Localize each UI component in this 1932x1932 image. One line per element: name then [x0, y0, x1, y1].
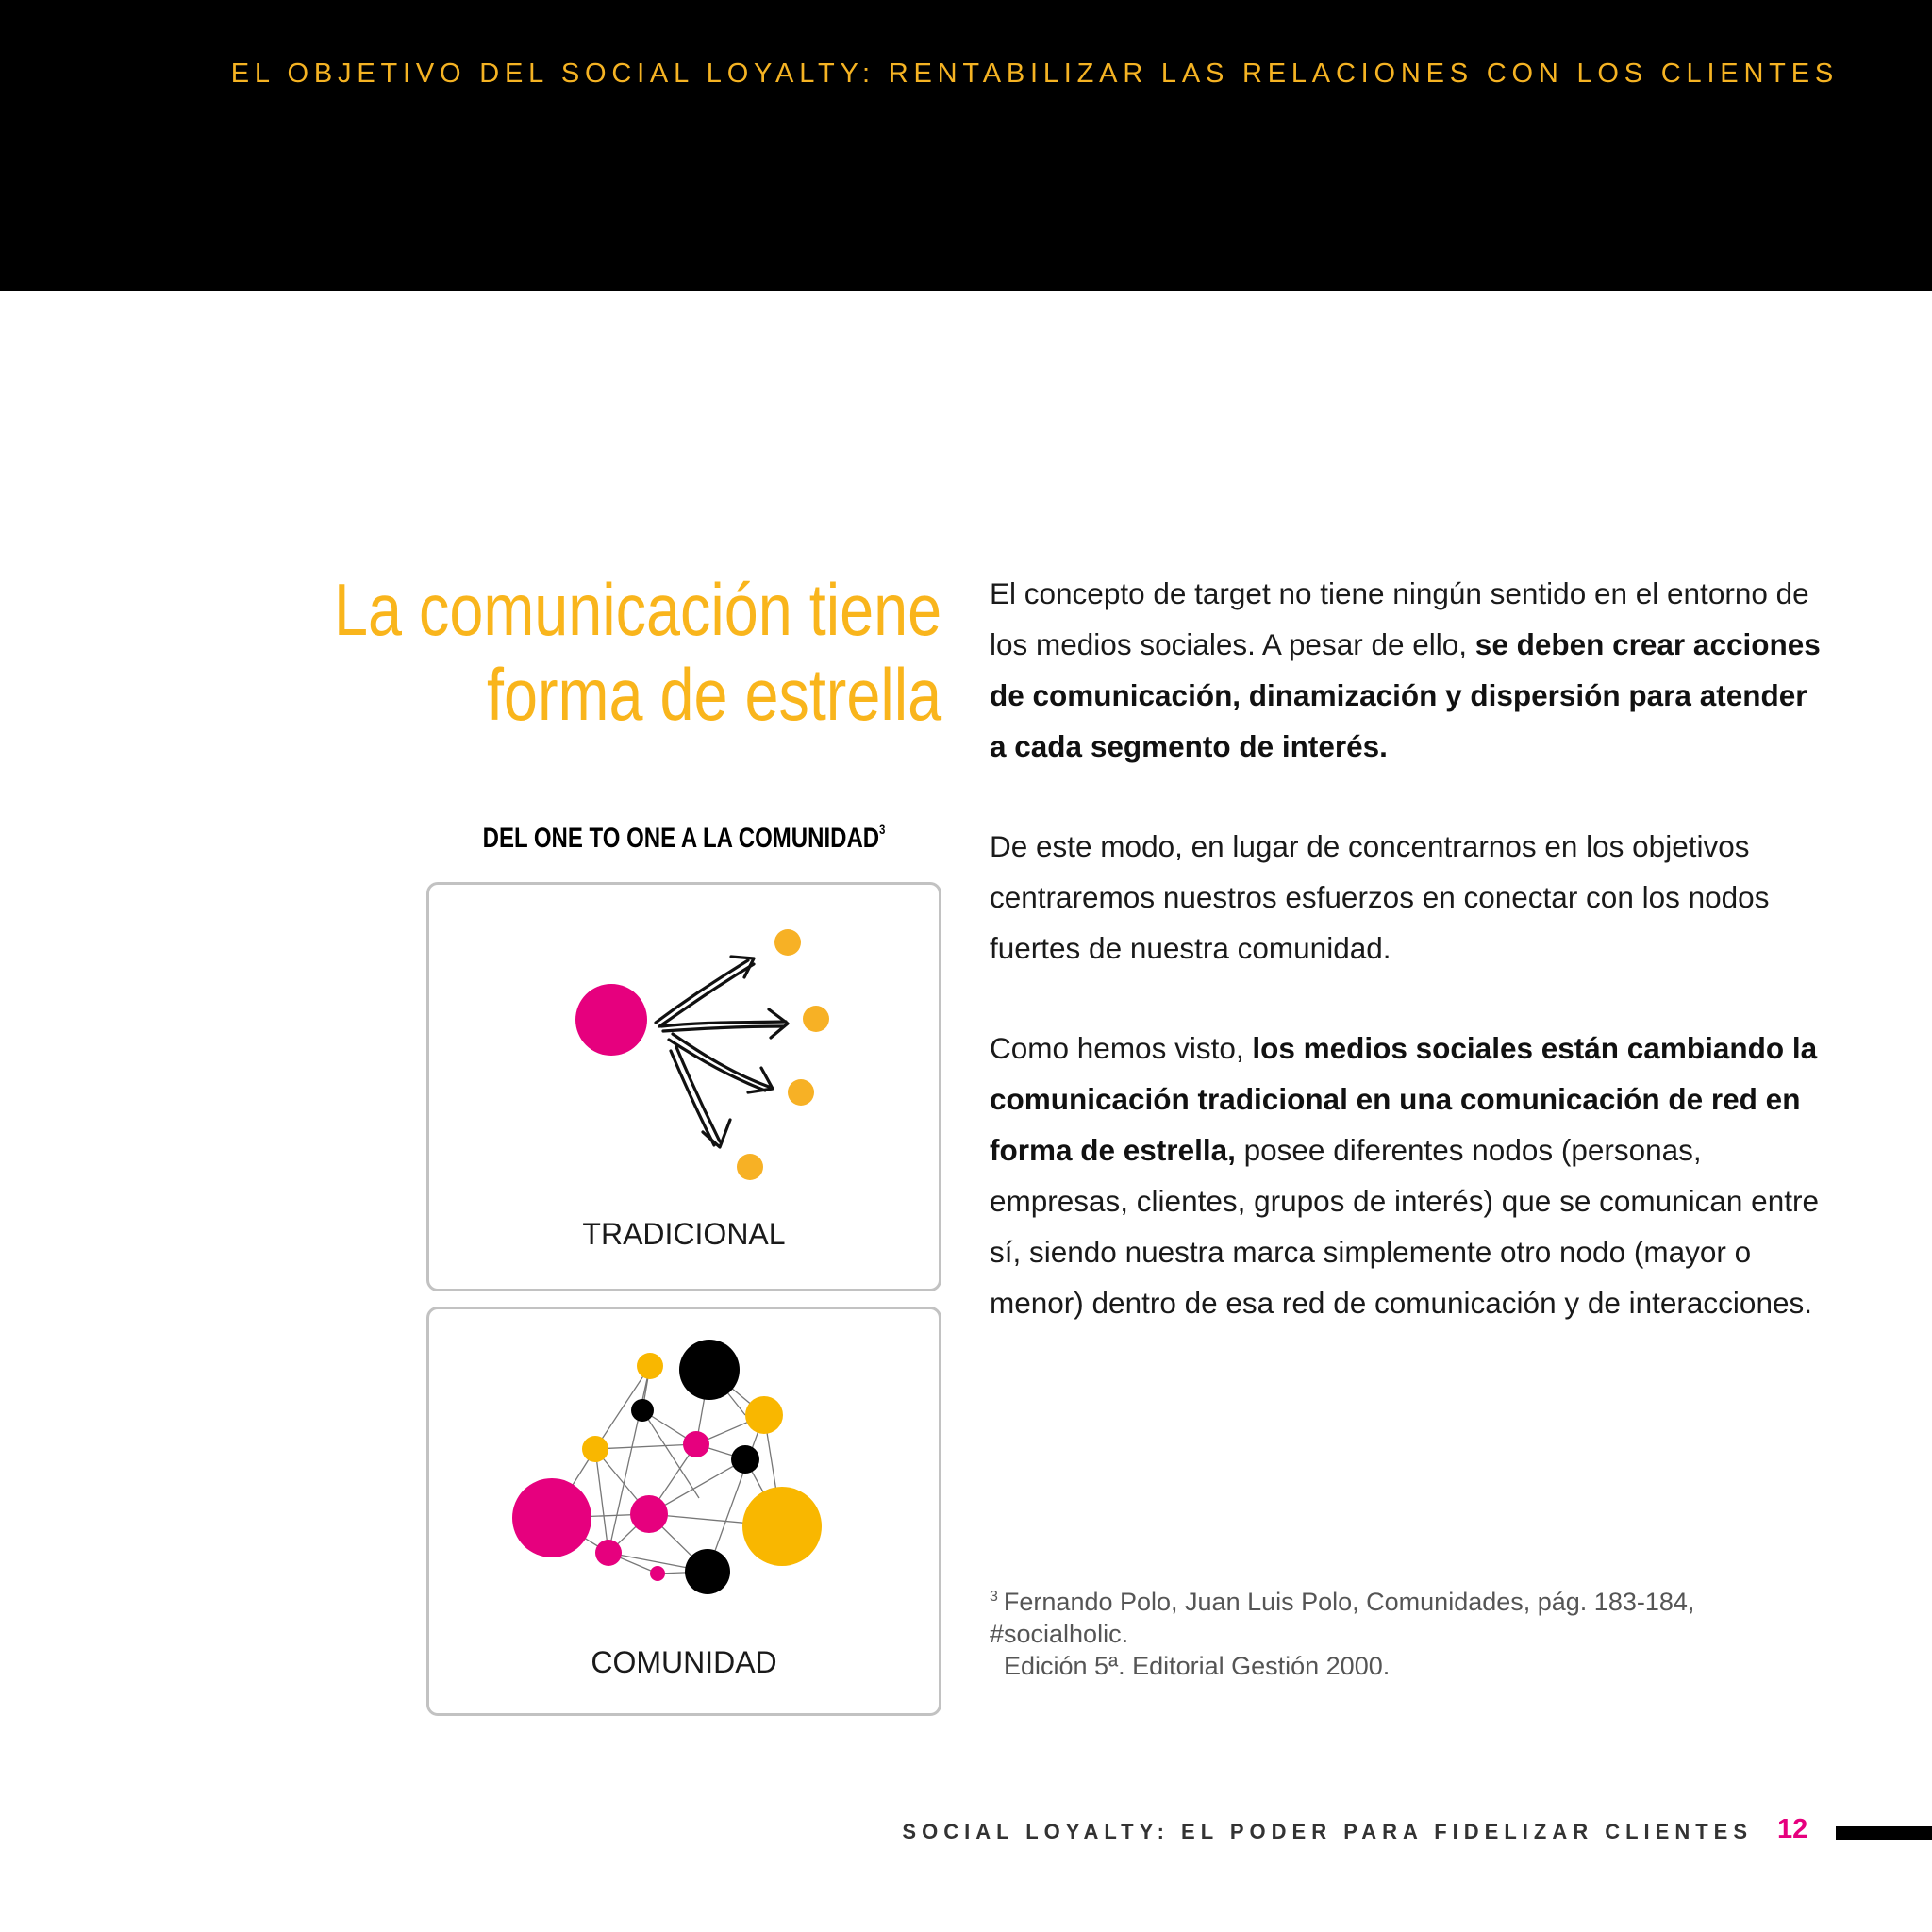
traditional-label: TRADICIONAL	[582, 1217, 786, 1251]
paragraph-2-text: De este modo, en lugar de concentrarnos en los objetivos centraremos nuestros esfuerzos en conectar con los nodos fuertes de nuestra comunidad.	[990, 829, 1770, 965]
magenta-node	[630, 1495, 668, 1533]
target-node-3	[788, 1079, 814, 1106]
footnote	[990, 1581, 1839, 1682]
footer-book-title: SOCIAL LOYALTY: EL PODER PARA FIDELIZAR CLIENTES	[902, 1820, 1753, 1843]
black-node-tiny	[631, 1399, 654, 1422]
figure-title-text: DEL ONE TO ONE A LA COMUNIDAD	[482, 823, 880, 854]
paragraph-3	[990, 1023, 1829, 1328]
footer-bar	[1836, 1826, 1932, 1840]
arrow-4b	[671, 1051, 714, 1145]
paragraph-1-emphasis: se deben crear acciones de comunicación, dinamización y dispersión para atender a cada segmento de interés.	[990, 627, 1821, 763]
paragraph-3-emphasis: los medios sociales están cambiando la comunicación tradicional en una comunicación de red en forma de estrella,	[990, 1031, 1818, 1167]
arrows	[656, 957, 788, 1147]
running-header-title: EL OBJETIVO DEL SOCIAL LOYALTY: RENTABILIZAR LAS RELACIONES CON LOS CLIENTES	[230, 58, 1839, 89]
traditional-diagram-panel	[426, 882, 941, 1291]
footnote-line-1	[990, 1581, 1839, 1650]
large-black-node	[679, 1340, 740, 1400]
page-number: 12	[1777, 1814, 1808, 1844]
target-node-4	[737, 1154, 763, 1180]
magenta-node-tiny	[650, 1566, 665, 1581]
footnote-line-1-text: Fernando Polo, Juan Luis Polo, Comunidades, pág. 183-184, #socialholic.	[990, 1588, 1695, 1648]
brand-node	[512, 1478, 591, 1557]
arrow-1-head	[731, 957, 754, 977]
brand-node	[575, 984, 647, 1056]
black-node-small	[731, 1445, 759, 1474]
yellow-node-small-2	[582, 1436, 608, 1462]
target-node-1	[774, 929, 801, 956]
footnote-number: 3	[990, 1589, 998, 1605]
body-text	[990, 568, 1829, 1377]
yellow-node	[745, 1396, 783, 1434]
paragraph-1-text: El concepto de target no tiene ningún sentido en el entorno de los medios sociales. A pesar de ello,	[990, 576, 1809, 661]
magenta-node-small-2	[595, 1540, 622, 1566]
community-diagram-panel	[426, 1307, 941, 1716]
black-node	[685, 1549, 730, 1594]
arrow-3	[673, 1034, 769, 1087]
community-label: COMUNIDAD	[591, 1645, 777, 1679]
yellow-node-small	[637, 1353, 663, 1379]
section-heading	[334, 567, 941, 737]
arrow-2-head	[769, 1009, 788, 1038]
header-band	[0, 0, 1932, 291]
paragraph-3-intro: Como hemos visto,	[990, 1031, 1253, 1065]
network-nodes	[512, 1340, 822, 1594]
paragraph-2	[990, 821, 1829, 974]
arrow-1	[656, 960, 748, 1023]
paragraph-3-text: posee diferentes nodos (personas, empresas, clientes, grupos de interés) que se comunican entre sí, siendo nuestra marca simplemente otro nodo (mayor o menor) dentro de esa red de comunicación y de interacciones.	[990, 1133, 1819, 1320]
target-node-2	[803, 1006, 829, 1032]
section-heading-line-1: La comunicación tiene	[333, 568, 941, 651]
paragraph-1	[990, 568, 1829, 772]
figure-footnote-ref: 3	[879, 822, 886, 837]
figure-title	[478, 822, 891, 855]
large-yellow-node	[742, 1487, 822, 1566]
section-heading-line-2: forma de estrella	[486, 653, 941, 736]
arrow-2b	[663, 1026, 784, 1031]
footnote-line-2: Edición 5ª. Editorial Gestión 2000.	[1004, 1652, 1391, 1680]
magenta-node-small	[683, 1431, 709, 1457]
arrow-1b	[659, 964, 754, 1026]
